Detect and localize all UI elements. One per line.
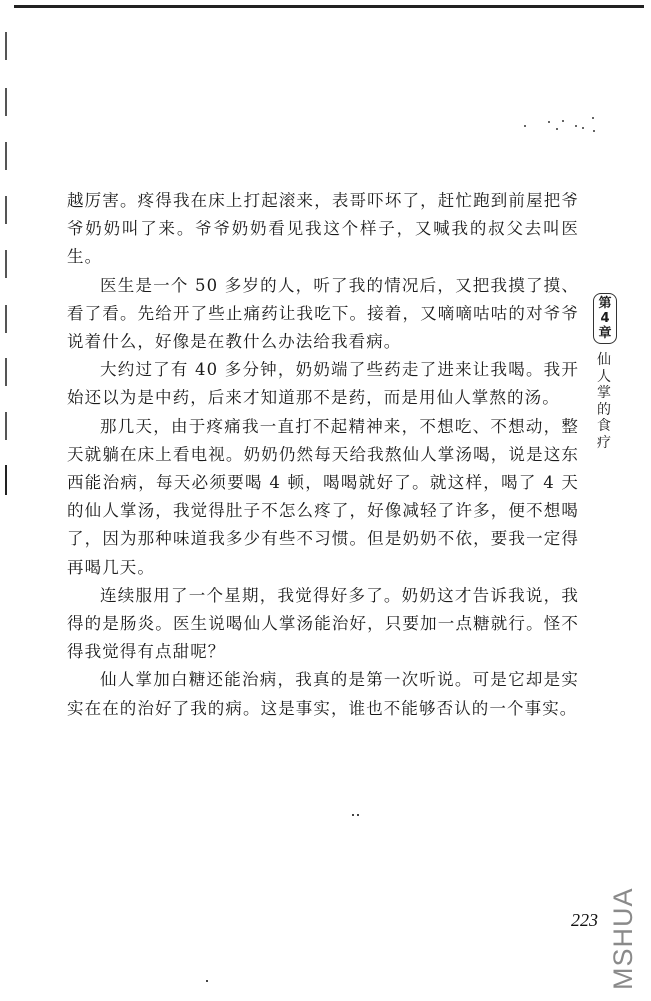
speck bbox=[593, 130, 595, 132]
scan-dot bbox=[352, 814, 354, 816]
speck bbox=[556, 128, 558, 130]
chapter-title-char: 疗 bbox=[597, 434, 611, 451]
top-rule bbox=[14, 5, 644, 8]
paragraph: 越厉害。疼得我在床上打起滚来，表哥吓坏了，赶忙跑到前屋把爷爷奶奶叫了来。爷爷奶奶看见我这个样子，又喊我的叔父去叫医生。 bbox=[67, 191, 579, 267]
chapter-title-char: 仙 bbox=[597, 352, 611, 368]
scan-dot bbox=[206, 980, 208, 982]
speck bbox=[575, 125, 577, 127]
scan-dot bbox=[357, 814, 359, 816]
chapter-tab-number: 4 bbox=[600, 311, 610, 326]
chapter-title-char: 掌 bbox=[597, 385, 611, 401]
chapter-title bbox=[595, 352, 613, 451]
margin-dash bbox=[5, 305, 7, 333]
margin-dash bbox=[5, 196, 7, 224]
paragraph: 连续服用了一个星期，我觉得好多了。奶奶这才告诉我说，我得的是肠炎。医生说喝仙人掌汤能治好，只要加一点糖就行。怪不得我觉得有点甜呢？ bbox=[67, 585, 579, 662]
body-text bbox=[67, 187, 579, 723]
margin-dash bbox=[5, 142, 7, 170]
speck bbox=[548, 121, 550, 123]
chapter-tab-char: 章 bbox=[598, 326, 612, 341]
margin-dash bbox=[5, 358, 7, 386]
margin-dash bbox=[5, 32, 7, 60]
paragraph: 医生是一个 50 多岁的人，听了我的情况后，又把我摸了摸、看了看。先给开了些止痛药让我吃下。接着，又嘀嘀咕咕的对爷爷说着什么，好像是在教什么办法给我看病。 bbox=[67, 275, 579, 352]
margin-dash bbox=[5, 250, 7, 278]
speck bbox=[562, 120, 564, 122]
paragraph: 那几天，由于疼痛我一直打不起精神来，不想吃、不想动，整天就躺在床上看电视。奶奶仍然每天给我熬仙人掌汤喝，说是这东西能治病，每天必须要喝 4 顿，喝喝就好了。就这样，喝了 4 天的仙人掌汤，我觉得肚子不怎么疼了，好像减轻了许多，便不想喝了，因为那种味道我多少有些不习惯。但是奶奶不依，要我一定得再喝几天。 bbox=[67, 416, 579, 577]
chapter-title-char: 的 bbox=[597, 401, 611, 418]
watermark: MSHUA bbox=[608, 887, 638, 990]
chapter-tab-char: 第 bbox=[598, 296, 612, 311]
chapter-title-char: 食 bbox=[597, 418, 611, 434]
page-number: 223 bbox=[571, 910, 598, 930]
chapter-title-char: 人 bbox=[597, 368, 611, 385]
paragraph: 仙人掌加白糖还能治病，我真的是第一次听说。可是它却是实实在在的治好了我的病。这是事实，谁也不能够否认的一个事实。 bbox=[67, 670, 579, 718]
speck bbox=[524, 125, 526, 127]
paragraph: 大约过了有 40 多分钟，奶奶端了些药走了进来让我喝。我开始还以为是中药，后来才知道那不是药，而是用仙人掌熬的汤。 bbox=[67, 360, 579, 408]
speck bbox=[582, 127, 584, 129]
speck bbox=[592, 117, 594, 119]
margin-dash bbox=[5, 412, 7, 440]
margin-dash bbox=[5, 88, 7, 116]
chapter-tab bbox=[593, 293, 617, 344]
margin-dash bbox=[5, 465, 7, 495]
scan-speckles bbox=[500, 115, 620, 145]
